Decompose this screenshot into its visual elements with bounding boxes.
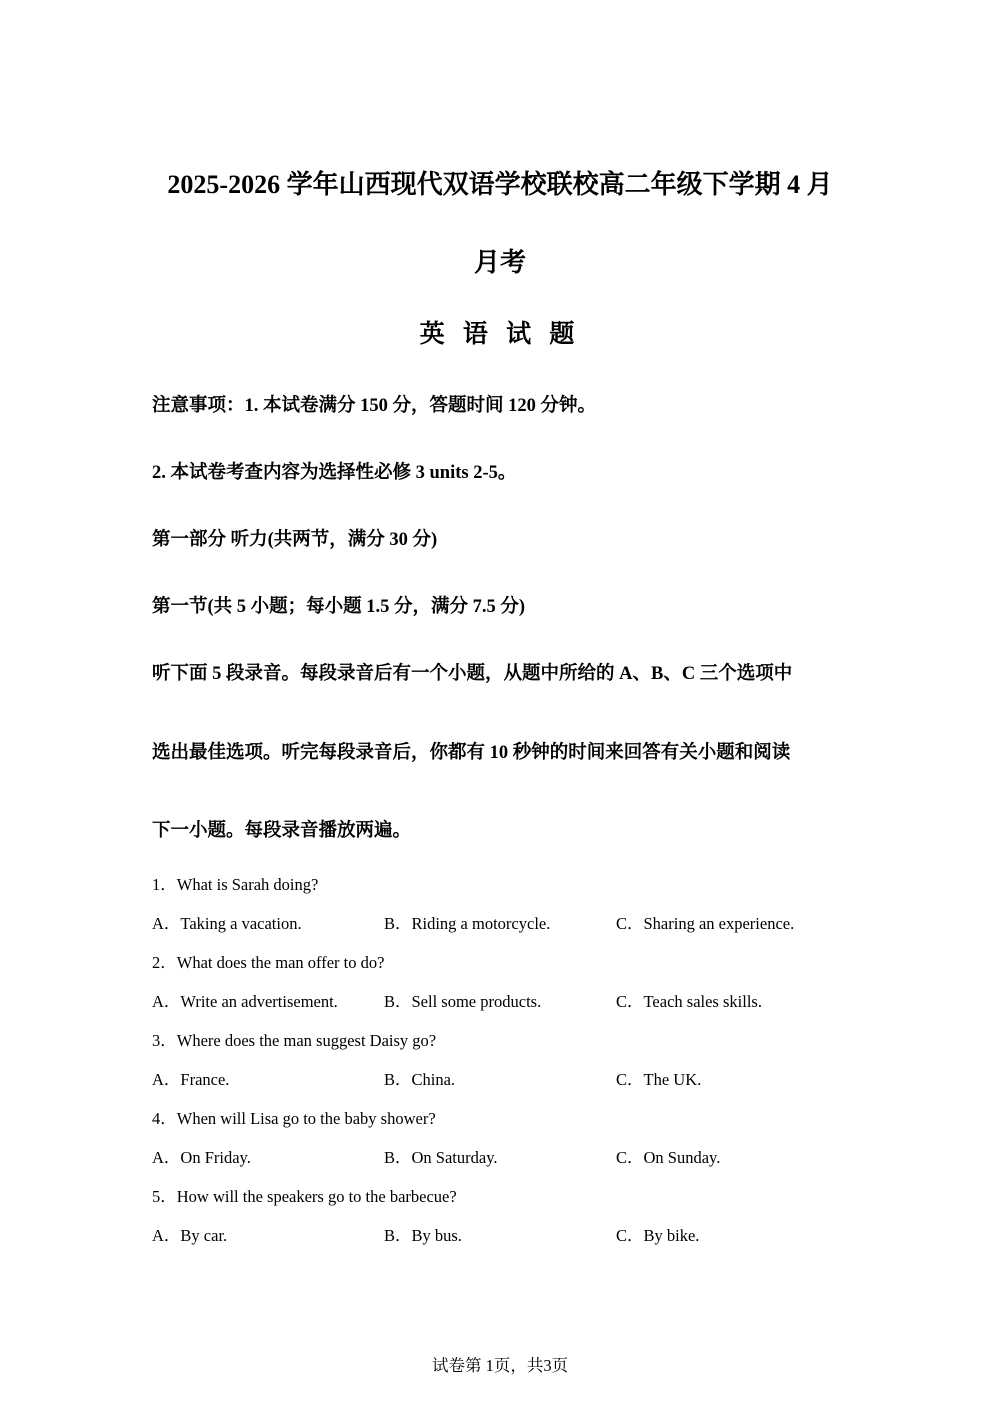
- question-5-option-b: B．By bus.: [384, 1226, 462, 1245]
- question-2-option-a: A．Write an advertisement.: [152, 992, 338, 1011]
- question-5-stem: 5．How will the speakers go to the barbecue?: [152, 1187, 457, 1206]
- question-2-stem: 2．What does the man offer to do?: [152, 953, 385, 972]
- question-4-stem: 4．When will Lisa go to the baby shower?: [152, 1109, 436, 1128]
- part1-heading: 第一部分 听力(共两节，满分 30 分): [152, 530, 438, 550]
- section1-heading: 第一节(共 5 小题；每小题 1.5 分，满分 7.5 分): [152, 597, 526, 617]
- question-5-option-a: A．By car.: [152, 1226, 228, 1245]
- instructions-line-2: 选出最佳选项。听完每段录音后，你都有 10 秒钟的时间来回答有关小题和阅读: [152, 743, 791, 763]
- exam-title-line-1: 2025-2026 学年山西现代双语学校联校高二年级下学期 4 月: [167, 170, 833, 199]
- question-4-option-a: A．On Friday.: [152, 1148, 251, 1167]
- question-1-stem: 1．What is Sarah doing?: [152, 875, 319, 894]
- instructions-line-3: 下一小题。每段录音播放两遍。: [152, 821, 412, 841]
- question-3-option-a: A．France.: [152, 1070, 230, 1089]
- question-3-option-c: C．The UK.: [616, 1070, 702, 1089]
- exam-subject: 英 语 试 题: [419, 321, 581, 348]
- question-4-option-b: B．On Saturday.: [384, 1148, 498, 1167]
- question-4-option-c: C．On Sunday.: [616, 1148, 721, 1167]
- question-3-stem: 3．Where does the man suggest Daisy go?: [152, 1031, 437, 1050]
- page-footer: 试卷第 1页，共3页: [431, 1356, 569, 1375]
- note-1: 注意事项：1. 本试卷满分 150 分，答题时间 120 分钟。: [152, 396, 597, 416]
- instructions-line-1: 听下面 5 段录音。每段录音后有一个小题，从题中所给的 A、B、C 三个选项中: [152, 664, 793, 684]
- question-2-option-b: B．Sell some products.: [384, 992, 542, 1011]
- question-1-option-c: C．Sharing an experience.: [616, 914, 795, 933]
- question-2-option-c: C．Teach sales skills.: [616, 992, 762, 1011]
- question-1-option-a: A．Taking a vacation.: [152, 914, 302, 933]
- question-1-option-b: B．Riding a motorcycle.: [384, 914, 551, 933]
- exam-title-line-2: 月考: [473, 248, 526, 277]
- question-5-option-c: C．By bike.: [616, 1226, 700, 1245]
- question-3-option-b: B．China.: [384, 1070, 456, 1089]
- note-2: 2. 本试卷考查内容为选择性必修 3 units 2-5。: [152, 463, 517, 483]
